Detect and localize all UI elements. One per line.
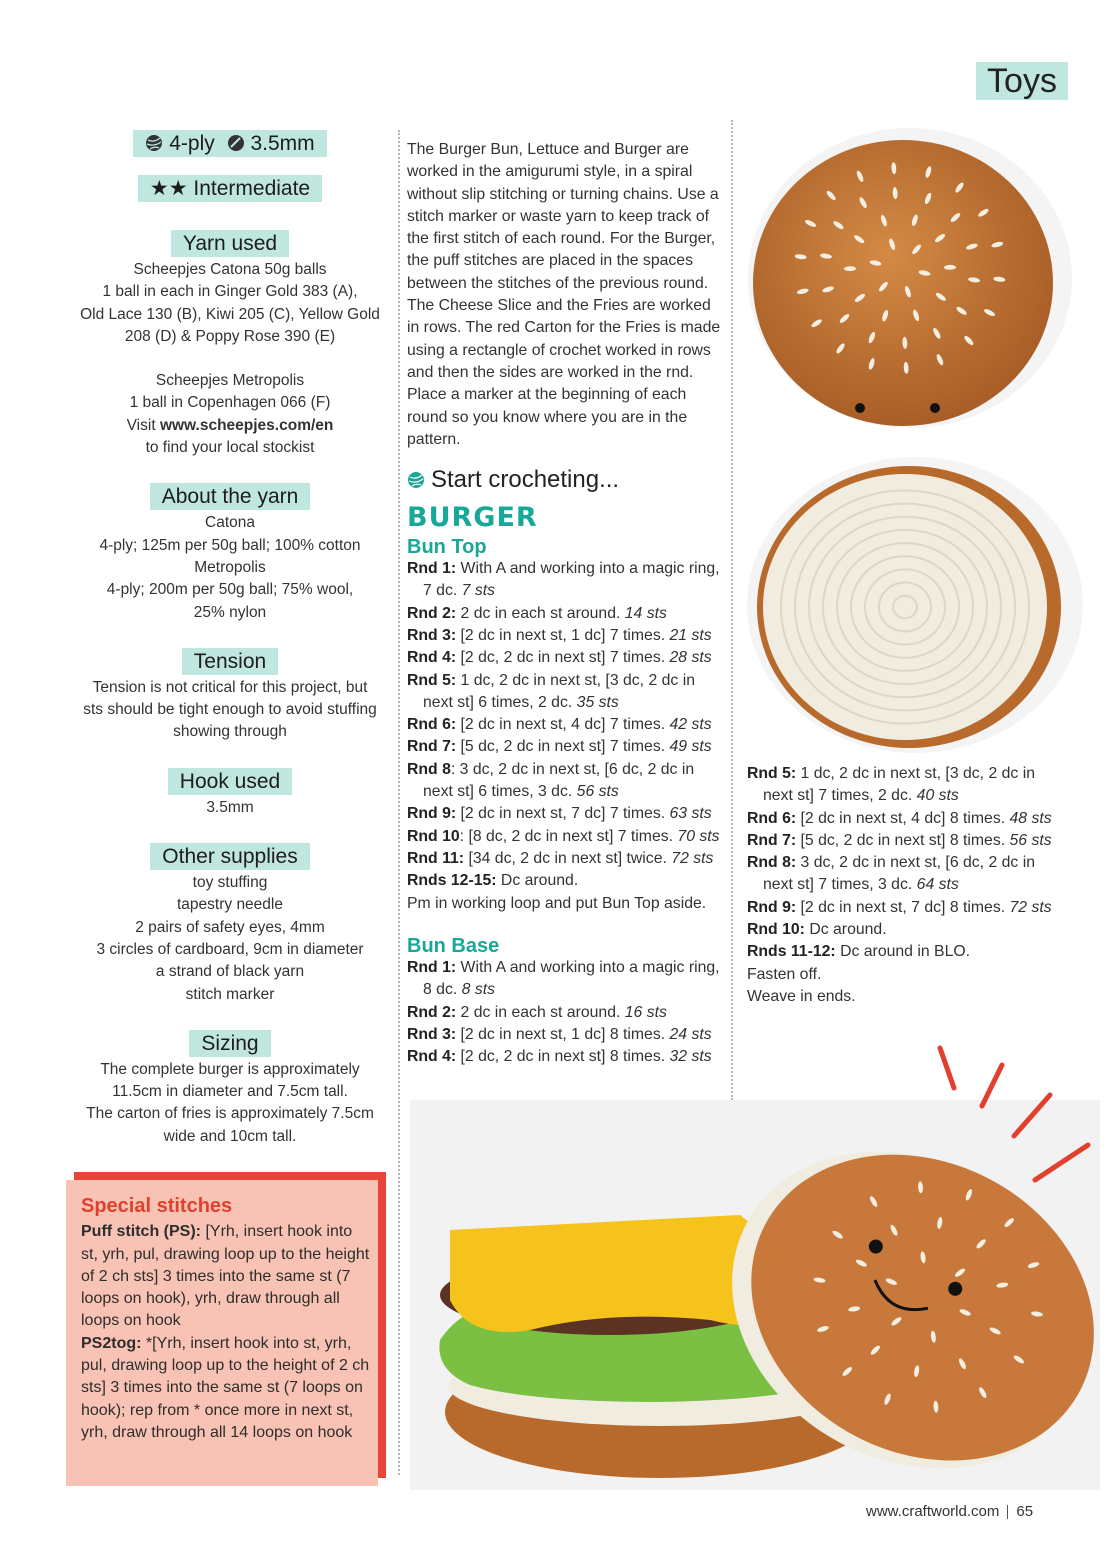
round-label: Rnd 2: (407, 604, 457, 622)
round-text: [2 dc in next st, 7 dc] 7 times. (456, 805, 670, 823)
stitch-count: 49 sts (669, 738, 712, 756)
round-text: Dc around. (804, 921, 887, 939)
round-line (407, 736, 725, 758)
yarn-ball-icon (145, 134, 163, 152)
scheepjes-link[interactable]: www.scheepjes.com/en (159, 416, 334, 434)
stitch-count: 63 sts (669, 805, 712, 823)
about-line: 4-ply; 125m per 50g ball; 100% cotton (99, 536, 361, 554)
stitch-count: 64 sts (916, 876, 959, 894)
round-label: Rnd 4: (407, 1048, 457, 1066)
page-number: 65 (1016, 1503, 1034, 1520)
round-label: Rnds 11-12: (747, 943, 836, 961)
round-label: Rnd 9: (407, 805, 457, 823)
round-label: Rnd 8 (407, 760, 451, 778)
sizing-title: Sizing (189, 1030, 270, 1057)
stitch-count: 24 sts (669, 1025, 712, 1043)
intro-text: The Burger Bun, Lettuce and Burger are worked in the amigurumi style, in a spiral without slip stitching or turning chains. Use a stitch marker or waste yarn to keep track of the first stitch of each round. For the Burger, the puff stitches are placed in the spaces between the stitches of the previous round. The Cheese Slice and the Fries are worked in rows. The red Carton for the Fries is made using a rectangle of crochet worked in rows and then the sides are worked in the rnd. Place a marker at the beginning of each round so you know where you are in the pattern. (407, 141, 721, 448)
bun-top-note: Pm in working loop and put Bun Top aside. (407, 894, 707, 912)
round-label: Rnd 7: (407, 738, 457, 756)
yarn-line: 1 ball in each in Ginger Gold 383 (A), (102, 283, 358, 301)
hook-icon (227, 134, 245, 152)
sizing-line: 11.5cm in diameter and 7.5cm tall. (112, 1083, 348, 1101)
yarn-line: Old Lace 130 (B), Kiwi 205 (C), Yellow Gold (80, 305, 380, 323)
yarn-used-lines-2 (70, 370, 390, 415)
ending-line: Weave in ends. (747, 987, 856, 1005)
stitch-count: 40 sts (916, 787, 959, 805)
round-label: Rnd 1: (407, 959, 457, 977)
visit-suffix: to find your local stockist (145, 439, 315, 457)
supply-line: toy stuffing (192, 874, 268, 892)
round-label: Rnd 5: (747, 765, 797, 782)
stitch-count: 72 sts (671, 849, 714, 867)
other-supplies-title: Other supplies (150, 843, 309, 870)
round-text: [2 dc in next st, 7 dc] 8 times. (796, 898, 1010, 916)
round-text: [2 dc, 2 dc in next st] 7 times. (456, 649, 670, 667)
round-text: [34 dc, 2 dc in next st] twice. (464, 849, 672, 867)
round-label: Rnd 4: (407, 649, 457, 667)
round-text: 3 dc, 2 dc in next st, [6 dc, 2 dc in next st] 7 times, 3 dc. (763, 854, 1035, 894)
round-label: Rnds 12-15: (407, 872, 497, 890)
puff-stitch (81, 1221, 371, 1332)
round-text: [5 dc, 2 dc in next st] 7 times. (456, 738, 670, 756)
round-line (407, 870, 725, 892)
round-text: 2 dc in each st around. (456, 1003, 625, 1021)
round-line (407, 647, 725, 669)
round-line (407, 1002, 725, 1024)
sizing-line: The carton of fries is approximately 7.5cm (86, 1105, 374, 1123)
stitch-count: 48 sts (1009, 809, 1052, 827)
round-label: Rnd 6: (407, 716, 457, 734)
visit-line (70, 415, 390, 437)
stitch-count: 14 sts (624, 604, 667, 622)
start-heading (407, 466, 725, 494)
round-text: [2 dc in next st, 1 dc] 8 times. (456, 1025, 670, 1043)
round-line (407, 803, 725, 825)
yarn-line: 208 (D) & Poppy Rose 390 (E) (124, 327, 336, 345)
start-heading-text: Start crocheting... (431, 466, 620, 494)
round-label: Rnd 9: (747, 898, 797, 916)
round-text: 2 dc in each st around. (456, 604, 625, 622)
round-text: : 3 dc, 2 dc in next st, [6 dc, 2 dc in next st] 6 times, 3 dc. (423, 760, 695, 801)
round-line (407, 625, 725, 647)
round-line (407, 558, 725, 603)
round-line (407, 848, 725, 870)
round-label: Rnd 7: (747, 831, 797, 849)
middle-column (407, 139, 725, 1069)
yarn-ball-icon (407, 471, 425, 489)
column-divider-left (398, 130, 400, 1475)
bun-base-photo (745, 455, 1085, 755)
yarn-line: 1 ball in Copenhagen 066 (F) (129, 394, 331, 412)
round-line (747, 852, 1062, 897)
stitch-count: 32 sts (669, 1048, 712, 1066)
bun-base-title: Bun Base (407, 934, 500, 957)
round-line (747, 897, 1062, 919)
level-pill: ★★ Intermediate (138, 175, 322, 202)
right-column (747, 763, 1062, 1008)
bun-base-rounds-cont (747, 763, 1062, 964)
footer-divider (1007, 1505, 1008, 1519)
hook-used-title: Hook used (168, 768, 292, 795)
round-line (407, 759, 725, 804)
yarn-line: Scheepjes Catona 50g balls (133, 261, 327, 278)
round-label: Rnd 5: (407, 671, 457, 689)
supply-line: 2 pairs of safety eyes, 4mm (135, 918, 325, 936)
burger-heading: BURGER (407, 502, 538, 534)
ps2tog (81, 1333, 371, 1444)
about-line: 25% nylon (193, 603, 267, 621)
bun-top-rounds (407, 558, 725, 892)
stitch-count: 28 sts (669, 649, 712, 667)
column-divider-right (731, 120, 733, 1100)
round-line (407, 957, 725, 1002)
hook-line: 3.5mm (206, 798, 254, 816)
round-label: Rnd 10 (407, 827, 460, 845)
stitch-count: 56 sts (576, 783, 619, 801)
stitch-count: 16 sts (624, 1003, 667, 1021)
round-text: [2 dc in next st, 1 dc] 7 times. (456, 626, 670, 644)
tension-line: sts should be tight enough to avoid stuffing (83, 701, 377, 719)
left-column (70, 130, 390, 1148)
round-text: : [8 dc, 2 dc in next st] 7 times. (459, 827, 678, 845)
other-supplies-lines (70, 872, 390, 1006)
round-line (407, 670, 725, 715)
round-label: Rnd 8: (747, 854, 797, 872)
footer (866, 1503, 1033, 1520)
round-line (407, 603, 725, 625)
tension-lines (70, 677, 390, 744)
stitch-count: 8 sts (461, 981, 496, 999)
round-label: Rnd 3: (407, 1025, 457, 1043)
sizing-line: wide and 10cm tall. (163, 1127, 297, 1145)
round-line (407, 826, 725, 848)
round-label: Rnd 10: (747, 921, 805, 939)
round-text: 1 dc, 2 dc in next st, [3 dc, 2 dc in next st] 6 times, 2 dc. (423, 671, 695, 711)
round-line (747, 830, 1062, 852)
about-line: Metropolis (194, 558, 266, 576)
round-label: Rnd 2: (407, 1003, 457, 1021)
section-tag: Toys (976, 62, 1068, 100)
yarn-used-title: Yarn used (171, 230, 289, 257)
round-line (747, 919, 1062, 941)
tension-line: showing through (173, 723, 287, 741)
round-text: 1 dc, 2 dc in next st, [3 dc, 2 dc in next st] 7 times, 2 dc. (763, 765, 1035, 805)
stitch-count: 70 sts (677, 827, 720, 845)
round-label: Rnd 11: (407, 849, 465, 867)
round-line (407, 714, 725, 736)
stitch-count: 56 sts (1009, 831, 1052, 849)
tension-title: Tension (182, 648, 278, 675)
about-yarn-title: About the yarn (150, 483, 311, 510)
yarn-weight: 4-ply (169, 132, 215, 155)
round-label: Rnd 6: (747, 809, 797, 827)
round-text: With A and working into a magic ring, 8 dc. (423, 959, 720, 999)
round-label: Rnd 1: (407, 560, 457, 578)
round-text: [2 dc in next st, 4 dc] 7 times. (456, 716, 670, 734)
about-line: 4-ply; 200m per 50g ball; 75% wool, (106, 581, 354, 599)
supply-line: stitch marker (185, 985, 275, 1003)
burger-photo (410, 1040, 1100, 1490)
stitch-count: 21 sts (669, 626, 712, 644)
round-line (747, 763, 1062, 808)
footer-url[interactable]: www.craftworld.com (866, 1503, 1000, 1520)
about-yarn-lines (70, 512, 390, 623)
sizing-line: The complete burger is approximately (100, 1060, 360, 1078)
round-text: [5 dc, 2 dc in next st] 8 times. (796, 831, 1010, 849)
round-text: Dc around. (496, 872, 579, 890)
special-stitches (81, 1195, 371, 1444)
sizing-lines (70, 1059, 390, 1148)
special-stitches-title: Special stitches (81, 1195, 233, 1217)
stitch-count: 35 sts (576, 693, 619, 711)
meta-pill (133, 130, 326, 157)
supply-line: 3 circles of cardboard, 9cm in diameter (96, 940, 364, 958)
supply-line: tapestry needle (177, 896, 283, 914)
ps2tog-term: PS2tog: (81, 1334, 142, 1352)
puff-stitch-term: Puff stitch (PS): (81, 1223, 201, 1241)
round-text: [2 dc in next st, 4 dc] 8 times. (796, 809, 1010, 827)
stitch-count: 72 sts (1009, 898, 1052, 916)
round-text: Dc around in BLO. (835, 943, 971, 961)
bun-top-photo (738, 118, 1083, 448)
round-text: [2 dc, 2 dc in next st] 8 times. (456, 1048, 670, 1066)
bun-base-ending (747, 964, 1062, 1009)
round-label: Rnd 3: (407, 626, 457, 644)
yarn-line: Scheepjes Metropolis (155, 372, 305, 390)
puff-stitch-text: [Yrh, insert hook into st, yrh, pul, drawing loop up to the height of 2 ch sts] 3 times into the same st (7 loops on hook), yrh, draw through all loops on hook (81, 1223, 370, 1330)
tension-line: Tension is not critical for this project, but (92, 678, 368, 696)
bun-top-title: Bun Top (407, 535, 487, 558)
hook-size: 3.5mm (250, 132, 315, 155)
visit-prefix: Visit (126, 416, 160, 434)
about-line: Catona (205, 514, 255, 532)
round-text: With A and working into a magic ring, 7 dc. (423, 560, 720, 600)
supply-line: a strand of black yarn (155, 963, 305, 981)
round-line (747, 808, 1062, 830)
stitch-count: 7 sts (461, 582, 496, 600)
ending-line: Fasten off. (747, 965, 822, 983)
hook-used-lines (70, 797, 390, 819)
round-line (747, 941, 1062, 963)
stitch-count: 42 sts (669, 716, 712, 734)
yarn-used-lines (70, 259, 390, 348)
ps2tog-text: *[Yrh, insert hook into st, yrh, pul, drawing loop up to the height of 2 ch sts] 3 times into the same st (7 loops on hook); rep from * once more in next st, yrh, draw through all 14 loops on hook (81, 1334, 370, 1441)
